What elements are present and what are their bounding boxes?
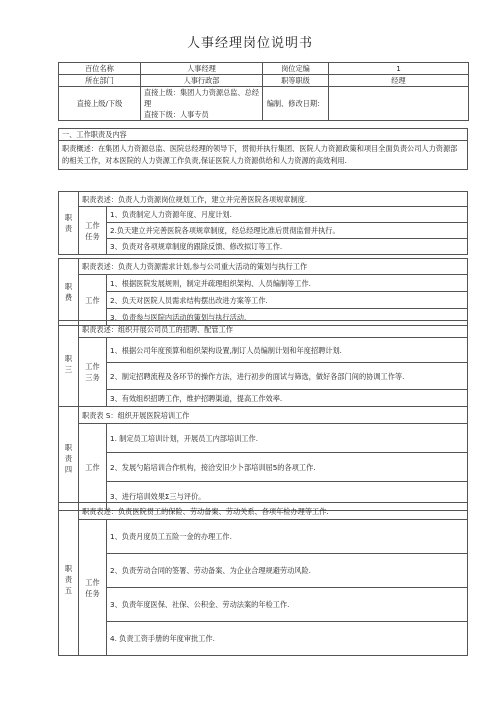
task-4-3: 3、进行培训效果Σ三与评价。: [107, 482, 468, 511]
duty-desc-4: 职责表 S：组织开展医院培训工作: [79, 407, 468, 424]
post-quota-label: 岗位定编: [263, 63, 329, 75]
post-name-value: 人事经理: [141, 63, 263, 75]
duty-label-3: 职三: [59, 321, 79, 407]
task-4-2: 2、发展勺陷培训合作机构，接洽安旧少卜部培训屈5的各项工作.: [107, 453, 468, 482]
task-3-1: 1、根据公司年度预算和组织架构设置,制订人员编制计划和年度招聘计划.: [107, 338, 468, 363]
duty-block-4: [58, 406, 468, 511]
reporting-value: [141, 87, 263, 121]
duty-desc-1: 职责表述：负责人力资源岗位规划工作，建立并完善医院各项规章制度.: [79, 192, 468, 207]
task-1-2: 2.负天建立并完善医院各项规章制度，经总经理比准后贯彻监督并执行。: [107, 223, 468, 239]
task-label-3: 工作三务: [79, 338, 107, 407]
task-label-5: 工作任务: [79, 520, 107, 656]
edit-date-value: [329, 87, 469, 121]
duty-label-5: 职责五: [59, 503, 79, 656]
duty-overview: 职责概述：在集团人力资源总监、医院总经理的领导下，贯彻并执行集团、医院人力资源政策和项目全面负责公司人力资源部的相关工作，对本医院的人力资源工作负责,保证医院人力资源供给和人力资源的高效利用.: [59, 141, 468, 170]
duty-block-1: [58, 191, 468, 255]
task-label-4: 工作: [79, 424, 107, 511]
task-2-2: 2、负天对医院人员需求结构摆出改进方案等工作.: [107, 292, 468, 309]
task-5-1: 1、负责月度员工五险一金的办理工作.: [107, 520, 468, 554]
task-1-1: 1、负责制定人力资源年度、月度计划.: [107, 207, 468, 223]
duty-block-2: [58, 258, 468, 326]
duty-desc-5: 职责表述：负责医院贯工的保险、劳动备案、劳动关系、各项年检办理等工作.: [79, 503, 468, 520]
section-title: 一、工作职责及内容: [59, 129, 468, 141]
post-quota-value: 1: [329, 63, 469, 75]
dept-label: 所在部门: [59, 75, 141, 87]
overview-table: [58, 128, 468, 170]
page-title: 人事经理岗位说明书: [186, 36, 313, 51]
dept-value: 人事行政部: [141, 75, 263, 87]
grade-value: 经理: [329, 75, 469, 87]
task-3-3: 3、有效组织招聘工作，维护招聘渠道，提高工作效率.: [107, 390, 468, 407]
task-2-1: 1、根据医院发展规则，制定并疏理组织架构、人员编制等工作.: [107, 275, 468, 292]
task-5-3: 3、负责年度医保、社保、公积金、劳动法案的年检工作.: [107, 588, 468, 622]
post-name-label: 百位名称: [59, 63, 141, 75]
duty-block-5: [58, 502, 468, 656]
task-5-2: 2、负责劳动合同的签署、劳动备案、为企业合理规避劳动风险.: [107, 554, 468, 588]
duty-label-1: 职责: [59, 192, 79, 255]
task-3-2: 2、制定招聘流程及各环节的操作方法，进行初步的面试与筛选，做好各部门间的协调工作等.: [107, 363, 468, 390]
duty-desc-2: 职责表述：负责人力资源需求计划,参与公司重大活动的策划与执行工作: [79, 259, 468, 275]
header-table: [58, 62, 469, 121]
duty-block-3: [58, 320, 468, 407]
task-label-1: 工作任务: [79, 207, 107, 255]
reporting-label: 直接上级/下级: [59, 87, 141, 121]
subordinate-text: 直接下级：人事专员: [144, 110, 209, 119]
task-4-1: 1. 制定员工培训计划，开展员工内部培训工作.: [107, 424, 468, 453]
task-label-2: 工作: [79, 275, 107, 326]
superior-text: 直接上级：集团人力资源总监、总经理: [144, 88, 260, 108]
task-1-3: 3、负责对各项规章制度的跟除反馈、修改拟订等工作.: [107, 239, 468, 255]
duty-label-2: 职费: [59, 259, 79, 326]
grade-label: 职等职级: [263, 75, 329, 87]
duty-label-4: 职责四: [59, 407, 79, 511]
task-5-4: 4. 负责工资手册的年度审批工作.: [107, 622, 468, 656]
duty-desc-3: 职责表述：组织开展公司员工的招聘、配管工作: [79, 321, 468, 338]
task-2-3: 3、负责参与医院内活动的策划与执行活动.: [107, 309, 468, 326]
edit-date-label: 编制、修改日期：: [263, 87, 329, 121]
